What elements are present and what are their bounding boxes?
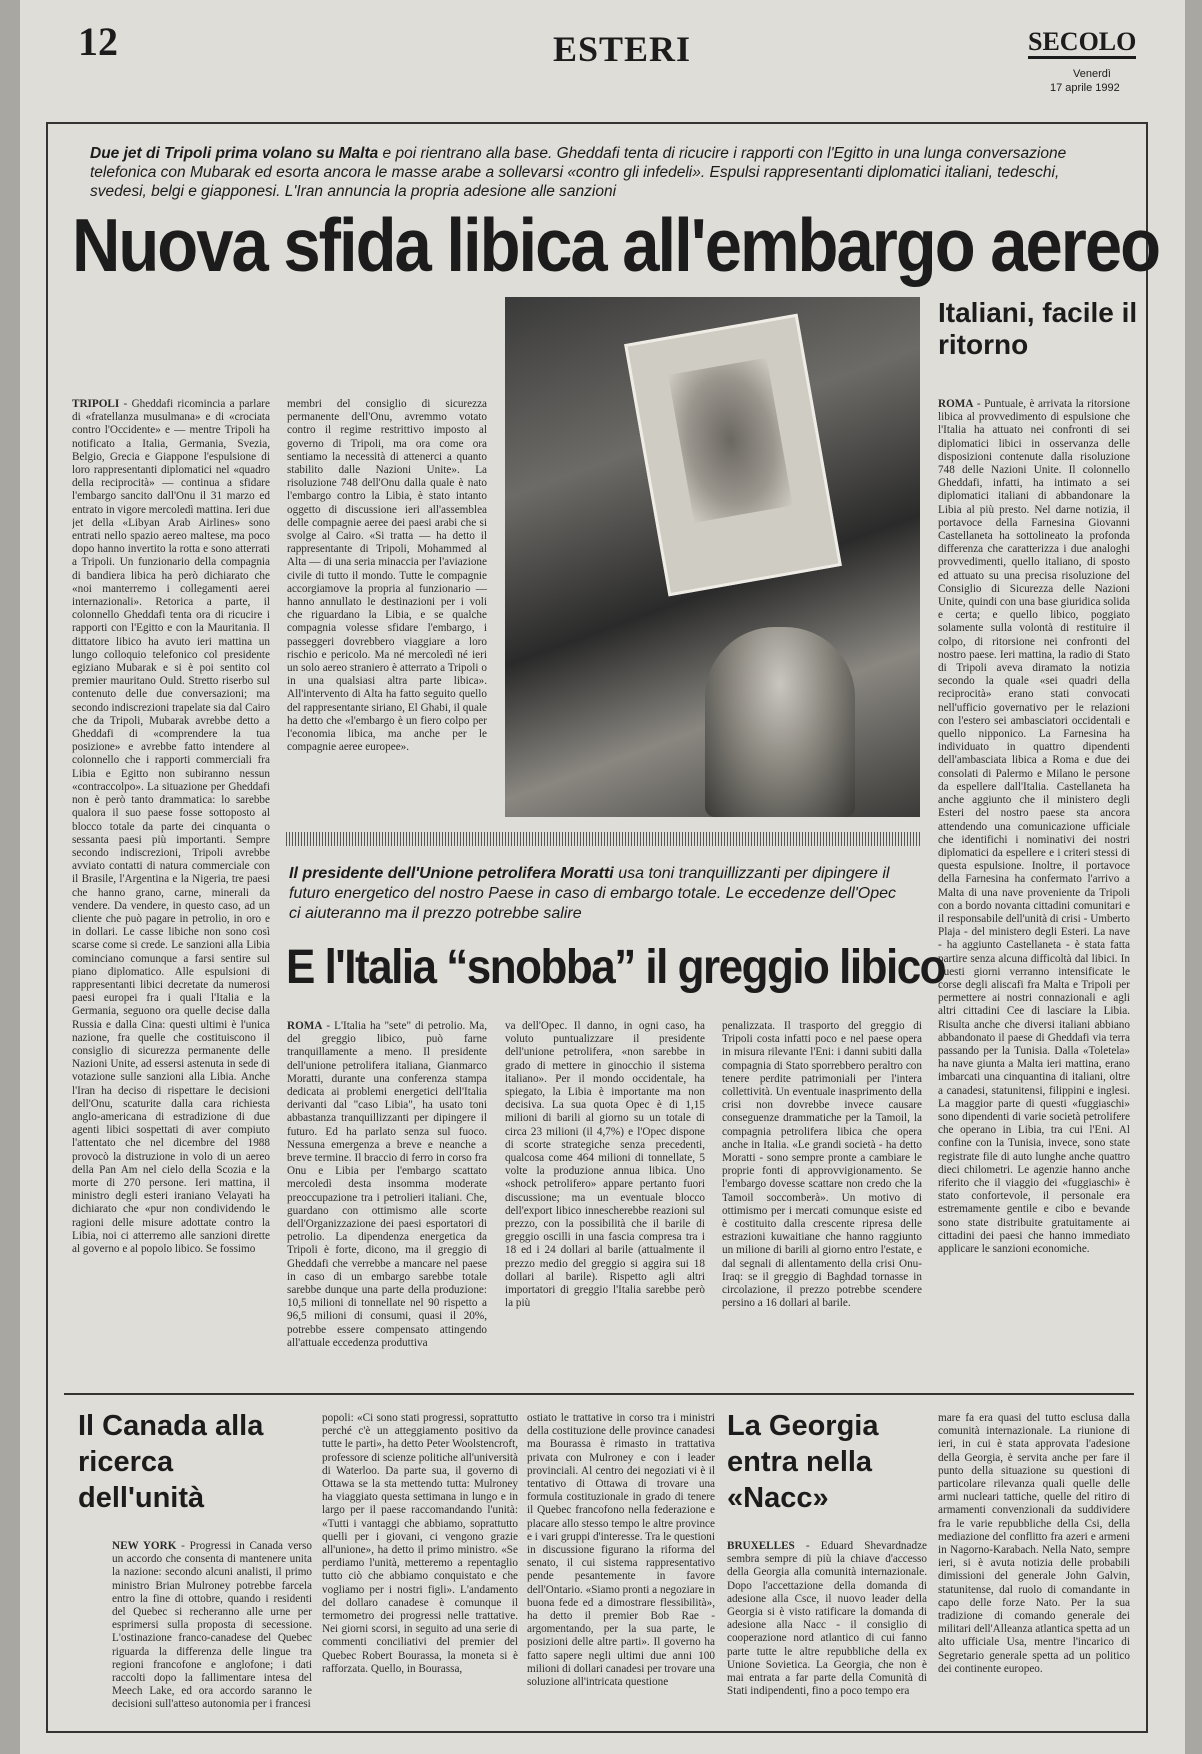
- story3-col2-text: popoli: «Ci sono stati progressi, soprattutto perché c'è un atteggiamento positivo da tutte le parti», ha detto Peter Woolstencroft, professore di scienze politiche all'università di Waterloo. Da parte sua, il governo di Ottawa se la sta mettendo tutta: Mulroney ha viaggiato questa settimana in lungo e in largo per il paese raccomandando l'unità: «Tutti i vantaggi che abbiamo, soprattutto quelli per i giovani, ci vengono grazie all'unione», ha detto il primo ministro. «Se perdiamo l'unità, metteremo a repentaglio tutto ciò che abbiamo conquistato e che vogliamo per i nostri figli». L'andamento del dollaro canadese è comunque il termometro dei progressi nelle trattative. Nei giorni scorsi, in seguito ad una serie di commenti conciliativi del premier del Quebec Robert Bourassa, la moneta si è rafforzata. Quello, in Bourassa,: [322, 1412, 518, 1675]
- story3-dateline: NEW YORK: [112, 1540, 177, 1552]
- story3-headline: Il Canada alla ricerca dell'unità: [78, 1410, 264, 1514]
- story1-col2-text: membri del consiglio di sicurezza permanente dell'Onu, avremmo votato contro il regime restrittivo imposto al governo di Tripoli, ma ora come ora sentiamo la necessità di attenerci a quanto stabilito dalle Nazioni Unite». La risoluzione 748 dell'Onu dalla quale è nato l'embargo contro la Libia, è stato intanto oggetto di discussione ieri all'assemblea delle compagnie aeree dei paesi arabi che si svolge al Cairo. «Si tratta — ha detto il rappresentante di Tripoli, Mohammed al Alta — di una seria minaccia per l'aviazione civile di tutto il mondo. Tutte le compagnie accorgiamove la propria al funzionario — hanno annullato le destinazioni per i voli che riguardano la Libia, e se qualche compagnia volesse sfidare l'embargo, i passeggeri dovrebbero viaggiare a loro rischio e pericolo. Ma né mercoledì né ieri un solo aereo straniero è atterrato a Tripoli o in una qualsiasi altra parte libica». All'intervento di Alta ha fatto seguito quello del rappresentante siriano, El Ghabi, il quale ha detto che «l'embargo è un fiero colpo per l'economia libica, ma anche per le compagnie aeree europee».: [287, 398, 487, 754]
- issue-date: 17 aprile 1992: [1050, 82, 1120, 94]
- story2-dateline: ROMA: [287, 1020, 323, 1032]
- photo-portrait-poster: [624, 314, 842, 597]
- story2-column-3: [722, 1020, 922, 1382]
- story1-headline: Nuova sfida libica all'embargo aereo: [72, 203, 1160, 288]
- story1-col1-text: - Gheddafi ricomincia a parlare di «fratellanza musulmana» e di «crociata contro l'Occidente» e — mentre Tripoli ha notificato a Italia, Germania, Svezia, Belgio, Grecia e Giappone l'espulsione di loro rappresentanti diplomatici nel «quadro della reciprocità» — continua a sfidare l'embargo sancito dall'Onu il 31 marzo ed entrato in vigore mercoledì mattina. Ieri due jet della «Libyan Arab Airlines» sono entrati nello spazio aereo maltese, ma poco dopo hanno invertito la rotta e sono atterrati a Tripoli. Un funzionario della compagnia di bandiera libica ha però dichiarato che «noi manterremo i collegamenti aerei internazionali». Retorica a parte, il colonnello Gheddafi tenta ora di ricucire i rapporti con l'Egitto e con la Mauritania. Il dittatore libico ha avuto ieri mattina un lungo colloquio telefonico col presidente egiziano Mubarak e si è poi sentito col premier mauritano Ould. Stretto riserbo sul contenuto delle due conversazioni; ma secondo indiscrezioni trapelate sia dal Cairo che da Tripoli, Mubarak avrebbe detto a Gheddafi di «comprendere la tua posizione» e avrebbe fatto intendere al colonnello che i rapporti commerciali fra Libia e Egitto non subiranno nessun «contraccolpo». La situazione per Gheddafi non è però tanto drammatica: lo sarebbe qualora il suo paese fosse sottoposto al blocco totale da parte dei cinquanta o sessanta paesi più importanti. Sempre secondo indiscrezioni, Tripoli avrebbe avviato contatti di natura commerciale con il Brasile, l'Argentina e la Nigeria, tre paesi che hanno grano, carne, minerali da vendere. Da vendere, in questo caso, ad un cliente che può pagare in petrolio, in oro e in dollari. Le casse libiche non sono così scarse come si crede. Le sanzioni alla Libia cominciano comunque a farsi sentire sul piano diplomatico. Alle espulsioni di rappresentanti libici decretate da numerosi paesi europei fra i quali l'Italia e la Germania, seguono ora quelle decise dalla Russia e dalla Cina: questi ultimi è l'unica nazione, fra quelle che costituiscono il consiglio di sicurezza permanente delle Nazioni Unite, ad essersi astenuta in sede di votazione sulle sanzioni alla Libia. Anche l'Iran ha deciso di rispettare le decisioni dell'Onu, scaturite dalla cara richiesta anglo-americana di estradizione di due agenti libici sospettati di aver compiuto l'attentato che nel dicembre del 1988 provocò la distruzione in volo di un aereo della Pan Am nel cielo della Scozia e la morte di 270 persone. Ieri mattina, il ministro degli esteri iraniano Velayati ha dichiarato che «pur non condividendo le ragioni delle misure adottate contro la Libia, noi ci atterremo alle sanzioni dirette al governo e al popolo libico. Se fossimo: [72, 398, 270, 1255]
- story4-headline: La Georgia entra nella «Nacc»: [727, 1410, 879, 1514]
- issue-day: Venerdì: [1073, 68, 1111, 80]
- story4-dateline: BRUXELLES: [727, 1540, 795, 1552]
- story2-kicker: [289, 864, 899, 924]
- side-dateline: ROMA: [938, 398, 974, 410]
- story2-kicker-text: usa toni tranquillizzanti per dipingere il futuro energetico del nostro Paese in caso di embargo totale. Le eccedenze dell'Opec ci aiuteranno ma il prezzo potrebbe salire: [289, 865, 896, 922]
- story2-col2-text: va dell'Opec. Il danno, in ogni caso, ha voluto puntualizzare il presidente dell'unione petrolifera, «non sarebbe in grado di mettere in ginocchio il sistema italiano». Per il mondo occidentale, ha spiegato, la Libia è importante ma non decisiva. La sua quota Opec è di 1,15 milioni di barili al giorno su un totale di circa 23 milioni (il 4,7%) e l'Opec dispone di scorte strategiche senza precedenti, qualcosa come 464 milioni di tonnellate, 5 volte la produzione annua libica. Uno «shock petrolifero» appare pertanto fuori discussione; ma un eventuale blocco dell'export libico innescherebbe reazioni sul prezzo, con la possibilità che il barile di greggio oscilli in una fascia compresa tra i 18 ed i 24 dollari al barile (attualmente il prezzo medio del greggio si aggira sui 18 dollari al barile). Rispetto agli altri importatori di greggio l'Italia sarebbe però la più: [505, 1020, 705, 1310]
- story1-column-1: [72, 398, 270, 1383]
- story3-column-3: [527, 1412, 715, 1722]
- story4-column-2: [938, 1412, 1130, 1722]
- story3-col3-text: ostiato le trattative in corso tra i ministri della costituzione delle province canadesi ma Bourassa è rimasto in trattativa privata con Mulroney e con i leader provinciali. Al centro dei negoziati vi è il tentativo di Ottawa di trovare una formula costituzionale in grado di tenere il Quebec francofono nella federazione e placare allo stesso tempo le altre province e i vari gruppi d'interesse. Tra le questioni in discussione figurano la riforma del senato, il cui sistema rappresentativo pende pesantemente in favore dell'Ontario. «Siamo pronti a negoziare in buona fede ed a dimostrare flessibilità», ha detto il premier Bob Rae - argomentando, per la sua parte, le posizioni delle altre parti». Il governo ha fatto sapere negli ultimi due anni 100 milioni di dollari canadesi per trovare una soluzione all'intricata questione: [527, 1412, 715, 1689]
- story1-kicker: [90, 144, 1070, 201]
- story1-kicker-bold: Due jet di Tripoli prima volano su Malta: [90, 145, 379, 162]
- bottom-divider: [64, 1393, 1134, 1395]
- news-photo: [505, 297, 920, 817]
- story1-kicker-text: e poi rientrano alla base. Gheddafi tenta di ricucire i rapporti con l'Egitto in una lunga conversazione telefonica con Mubarak ed esorta ancora le masse arabe a sollevarsi «contro gli infedeli». Espulsi rappresentanti diplomatici italiani, tedeschi, svedesi, belgi e giapponesi. L'Iran annuncia la propria adesione alle sanzioni: [90, 145, 1067, 200]
- story1-dateline: TRIPOLI: [72, 398, 120, 410]
- photo-person: [705, 627, 855, 817]
- decorative-rule: [286, 832, 922, 846]
- story2-kicker-bold: Il presidente dell'Unione petrolifera Moratti: [289, 865, 614, 882]
- story1-column-2: [287, 398, 487, 818]
- section-title: ESTERI: [553, 29, 692, 69]
- page-number: 12: [78, 19, 118, 64]
- story3-column-1: [112, 1540, 312, 1722]
- masthead-logo: SECOLO: [1028, 28, 1136, 59]
- story2-col3-text: penalizzata. Il trasporto del greggio di Tripoli costa infatti poco e nel paese opera in misura rilevante l'Eni: i danni subiti dalla compagnia di Stato sporrebbero peraltro con tenere perdite patrimoniali per l'intera collettività. Un eventuale inasprimento della crisi non dovrebbe invece causare conseguenze drammatiche per la Tamoil, la compagnia petrolifera libica che opera anche in Italia. «Le grandi società - ha detto Moratti - sono sempre pronte a cambiare le proprie fonti di approvvigionamento. Se l'embargo dovesse scattare non credo che la Tamoil soccomberà». Un motivo di ottimismo per i mercati comunque esiste ed è costituito dalla crescente ripresa delle estrazioni kuwaitiane che hanno raggiunto un milione di barili al giorno entro l'estate, e dal segnali di allentamento della crisi Onu-Iraq: se il greggio di Baghdad tornasse in circolazione, il prezzo potrebbe scendere persino a 16 dollari al barile.: [722, 1020, 922, 1310]
- story4-col2-text: mare fa era quasi del tutto esclusa dalla comunità internazionale. La riunione di ieri, in cui è stata approvata l'adesione della Georgia, è servita anche per fare il punto della situazione su questioni di particolare rilevanza quali quelle delle armi nucleari tattiche, quelle del ritiro di armamenti convenzionali da suddividere fra le varie repubbliche della Csi, della mediazione del conflitto fra azeri e armeni in Nagorno-Karabach. Nella Nato, sempre ieri, si è avuta notizia delle probabili dimissioni del generale John Galvin, statunitense, dal ruolo di comandante in capo delle forze Nato. Per la sua tradizione di comando generale dei militari dell'Alleanza atlantica spetta ad un alto ufficiale Usa, mentre l'incarico di Segretario generale spetta ad un politico dei continente europeo.: [938, 1412, 1130, 1675]
- story2-col1-text: - L'Italia ha "sete" di petrolio. Ma, del greggio libico, può farne tranquillamente a meno. Il presidente dell'unione petrolifera italiana, Gianmarco Moratti, durante una conferenza stampa dedicata ai problemi energetici dell'Italia derivanti dal "caso Libia", ha usato toni abbastanza tranquillizzanti per dipingere il futuro. Ed ha parlato senza sul fuoco. Nessuna emergenza a breve e neanche a breve termine. Il braccio di ferro in corso fra Onu e Libia per l'embargo scattato mercoledì desta insomma moderate preoccupazione tra i petrolieri italiani. Che, guardano con ottimismo alle scorte dell'Organizzazione dei paesi esportatori di petrolio. La dipendenza energetica da Tripoli è forte, dicono, ma il greggio di Gheddafi che verrebbe a mancare nel paese in caso di un embargo sarebbe totale sarebbe dunque una parte della produzione: 10,5 milioni di tonnellate nel 90 rispetto a 96,5 milioni di consumi, quasi il 20%, potrebbe essere compensato attingendo all'attuale eccedenza produttiva: [287, 1020, 487, 1349]
- side-column-text: - Puntuale, è arrivata la ritorsione libica al provvedimento di espulsione che l'Italia ha attuato nei confronti di sei diplomatici libici in osservanza delle disposizioni contenute dalla risoluzione 748 delle Nazioni Unite. Il colonnello Gheddafi, infatti, ha intimato a sei diplomatici italiani di abbandonare la Libia al più presto. Nel darne notizia, il portavoce della Farnesina Giovanni Castellaneta ha sottolineato la profonda differenza che caratterizza i due analoghi provvedimenti, quello italiano, di sposto ed attuato su una precisa risoluzione del Consiglio di Sicurezza delle Nazioni Unite, quindi con una base giuridica solida e certa; e quello libico, poggiato solamente sulla volontà di restituire il colpo, di ritorsione nei confronti del nostro paese. Ieri mattina, la radio di Stato di Tripoli aveva diramato la notizia secondo la quale «sei quadri della reciprocità» erano stati convocati nell'ufficio governativo per le relazioni con l'estero sei ambasciatori occidentali e quello nipponico. La Farnesina ha individuato in quattro dipendenti dell'ambasciata libica a Roma e due dei consolati di Palermo e Milano le persone da espellere dall'Italia. Castellaneta ha anche aggiunto che il ministero degli Esteri del nostro paese sta ancora attendendo una comunicazione ufficiale che identifichi i nominativi dei nostri diplomatici da espellere e i criteri stessi di questa espulsione. Inoltre, il portavoce della Farnesina ha confermato l'arrivo a Malta di una nave proveniente da Tripoli con a bordo novanta cittadini comunitari e il responsabile dell'unità di crisi - Umberto Plaja - del ministero degli Esteri. La nave - ha aggiunto Castellaneta - è stata fatta partire senza alcuna difficoltà dal libici. In questi giorni verranno intensificate le corse degli aliscafi fra Malta e Tripoli per permettere ai nostri connazionali e agli altri cittadini Cee di lasciare la Libia. Risulta anche che diversi italiani abbiano abbandonato il paese di Gheddafi via terra passando per la Tunisia. Dalla «Toletela» ha nave giunta a Malta ieri mattina, erano imbarcati una cinquantina di italiani, oltre a canadesi, statunitensi, filippini e inglesi. La maggior parte di questi «fuggiaschi» sono dipendenti di varie società petrolifere che operano in Libia, tra cui l'Eni. Al confine con la Tunisia, invece, sono state registrate file di auto lunghe anche quattro dieci chilometri. Le agenzie hanno anche riferito che il viaggio dei «fuggiaschi» è stato confortevole, il personale era estremamente gentile e cibo e bevande sono state distribuite gratuitamente ai cittadini dei paesi che hanno immediato applicare le sanzioni economiche.: [938, 398, 1130, 1255]
- side-headline: Italiani, facile il ritorno: [938, 297, 1138, 360]
- side-column: [938, 398, 1130, 1383]
- story2-column-1: [287, 1020, 487, 1382]
- story3-column-2: [322, 1412, 518, 1722]
- story4-column-1: [727, 1540, 927, 1722]
- story2-column-2: [505, 1020, 705, 1382]
- story3-col1-text: - Progressi in Canada verso un accordo che consenta di mantenere unita la nazione: secondo alcuni analisti, il primo ministro Brian Mulroney potrebbe farcela entro la fine di ottobre, quando i residenti del Quebec si recheranno alle urne per esprimersi sulla proposta di secessione. L'ostinazione franco-canadese del Quebec riguarda la differenza delle lingue tra regioni francofone e anglofone; i dati raccolti dopo la fallimentare intesa del Meech Lake, ed ora accordo saranno le decisioni sull'atteso autonomia per i francesi: [112, 1540, 312, 1711]
- story2-headline: E l'Italia “snobba” il greggio libico: [286, 940, 946, 994]
- story4-col1-text: - Eduard Shevardnadze sembra sempre di più la chiave d'accesso della Georgia alla comunità internazionale. Dopo l'accettazione della domanda di adesione alla Csce, il nuovo leader della Georgia si è visto ratificare la domanda di adesione alla Nacc - il consiglio di cooperazione nord atlantico di cui fanno parte tutte le altre repubbliche della ex Unione Sovietica. La Georgia, che non è mai entrata a far parte della Comunità di Stati indipendenti, fino a poco tempo era: [727, 1540, 927, 1698]
